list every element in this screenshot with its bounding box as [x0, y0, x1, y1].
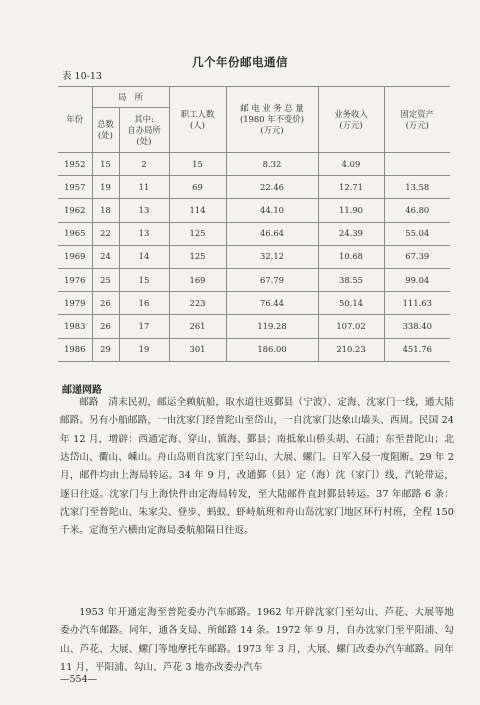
- postal-statistics-table: [58, 86, 450, 362]
- cell-revenue: 4.09: [318, 153, 384, 176]
- table-row: [58, 153, 450, 176]
- cell-year: 1965: [58, 222, 92, 245]
- cell-total: 22: [92, 222, 119, 245]
- cell-year: 1969: [58, 245, 92, 268]
- cell-revenue: 210.23: [318, 338, 384, 361]
- cell-assets: 55.04: [384, 222, 450, 245]
- cell-revenue: 12.71: [318, 176, 384, 199]
- cell-year: 1986: [58, 338, 92, 361]
- cell-assets: [384, 153, 450, 176]
- table-row: [58, 245, 450, 268]
- cell-business: 119.28: [226, 315, 318, 338]
- cell-self-run: 15: [119, 268, 169, 291]
- cell-revenue: 24.39: [318, 222, 384, 245]
- table-row: [58, 315, 450, 338]
- cell-business: 67.79: [226, 268, 318, 291]
- cell-year: 1976: [58, 268, 92, 291]
- section-title: 邮递网路: [62, 385, 102, 396]
- table-row: [58, 199, 450, 222]
- header-staff: 职工人数 (人): [169, 87, 226, 153]
- cell-assets: 111.63: [384, 292, 450, 315]
- cell-revenue: 38.55: [318, 268, 384, 291]
- cell-self-run: 17: [119, 315, 169, 338]
- cell-year: 1957: [58, 176, 92, 199]
- cell-self-run: 19: [119, 338, 169, 361]
- cell-self-run: 13: [119, 199, 169, 222]
- cell-year: 1952: [58, 153, 92, 176]
- cell-total: 25: [92, 268, 119, 291]
- cell-business: 22.46: [226, 176, 318, 199]
- cell-total: 24: [92, 245, 119, 268]
- cell-self-run: 2: [119, 153, 169, 176]
- cell-self-run: 14: [119, 245, 169, 268]
- cell-assets: 451.76: [384, 338, 450, 361]
- cell-revenue: 11.90: [318, 199, 384, 222]
- table-number: 表 10-13: [62, 71, 102, 82]
- cell-business: 46.64: [226, 222, 318, 245]
- page-number: —554—: [60, 674, 98, 685]
- cell-total: 29: [92, 338, 119, 361]
- cell-revenue: 50.14: [318, 292, 384, 315]
- cell-assets: 67.39: [384, 245, 450, 268]
- cell-assets: 338.40: [384, 315, 450, 338]
- cell-business: 186.00: [226, 338, 318, 361]
- table-title: 几个年份邮电通信: [192, 55, 288, 69]
- cell-staff: 69: [169, 176, 226, 199]
- cell-staff: 223: [169, 292, 226, 315]
- table-row: [58, 268, 450, 291]
- cell-business: 44.10: [226, 199, 318, 222]
- header-business-total: 邮 电 业 务 总 量 (1980 年不变价) (万元): [226, 87, 318, 153]
- cell-staff: 169: [169, 268, 226, 291]
- cell-self-run: 16: [119, 292, 169, 315]
- cell-total: 26: [92, 315, 119, 338]
- cell-total: 26: [92, 292, 119, 315]
- cell-staff: 125: [169, 222, 226, 245]
- header-revenue: 业务收入 (万元): [318, 87, 384, 153]
- table-row: [58, 338, 450, 361]
- cell-year: 1979: [58, 292, 92, 315]
- cell-business: 76.44: [226, 292, 318, 315]
- table-row: [58, 222, 450, 245]
- cell-revenue: 10.68: [318, 245, 384, 268]
- body-paragraph: 1953 年开通定海至普陀委办汽车邮路。1962 年开辟沈家门至勾山、芦花、大展等地委办汽车邮路。同年，通各支局、所邮路 14 条。1972 年 9 月，自办沈家门至平阳浦、勾山、芦花、大展、螺门等地摩托车邮路。1973 年 3 月，大展、螺门改委办汽车邮路。同年 11 月，平阳浦、勾山、芦花 3 地亦改委办汽车: [60, 607, 454, 674]
- cell-business: 8.32: [226, 153, 318, 176]
- header-fixed-assets: 固定资产 (万元): [384, 87, 450, 153]
- cell-assets: 99.04: [384, 268, 450, 291]
- cell-self-run: 13: [119, 222, 169, 245]
- body-paragraph: 邮路 清末民初，邮运全赖航船，取水道往返鄞县（宁波）、定海、沈家门一线，通大陆邮路。另有小船邮路，一由沈家门经普陀山至岱山，一自沈家门达象山墙头、西周。民国 24 年 12 月，增辟：西通定海、穿山、镇海、鄞县；南抵象山桥头胡、石浦；东至普陀山；北达岱山、衢山、嵊山。舟山岛则自沈家门至勾山、大展、螺门。日军入侵一度阻断。29 年 2 月，邮件均由上海局转运。34 年 9 月，改通鄞（县）定（海）沈（家门）线，汽轮带运，逐日往返。沈家门与上海快件由定海局转发，至大陆邮件直封鄞县转运。37 年邮路 6 条：沈家门至普陀山、朱家尖、登步、蚂蚁、虾峙航班和舟山岛沈家门地区环行村班，全程 150 千米。定海至六横由定海局委航船隔日往返。: [60, 397, 454, 537]
- cell-assets: 46.80: [384, 199, 450, 222]
- table-row: [58, 292, 450, 315]
- header-self-run: 其中: 自办局所 (处): [119, 108, 169, 153]
- header-total: 总数 (处): [92, 108, 119, 153]
- header-year: 年份: [58, 87, 92, 153]
- cell-staff: 114: [169, 199, 226, 222]
- cell-year: 1962: [58, 199, 92, 222]
- header-bureau-group: 局 所: [92, 87, 169, 108]
- cell-revenue: 107.02: [318, 315, 384, 338]
- cell-self-run: 11: [119, 176, 169, 199]
- cell-total: 18: [92, 199, 119, 222]
- table-row: [58, 176, 450, 199]
- cell-staff: 15: [169, 153, 226, 176]
- cell-year: 1983: [58, 315, 92, 338]
- cell-staff: 125: [169, 245, 226, 268]
- cell-staff: 261: [169, 315, 226, 338]
- cell-business: 32.12: [226, 245, 318, 268]
- cell-total: 19: [92, 176, 119, 199]
- cell-total: 15: [92, 153, 119, 176]
- cell-assets: 13.58: [384, 176, 450, 199]
- header-row: [58, 87, 450, 108]
- cell-staff: 301: [169, 338, 226, 361]
